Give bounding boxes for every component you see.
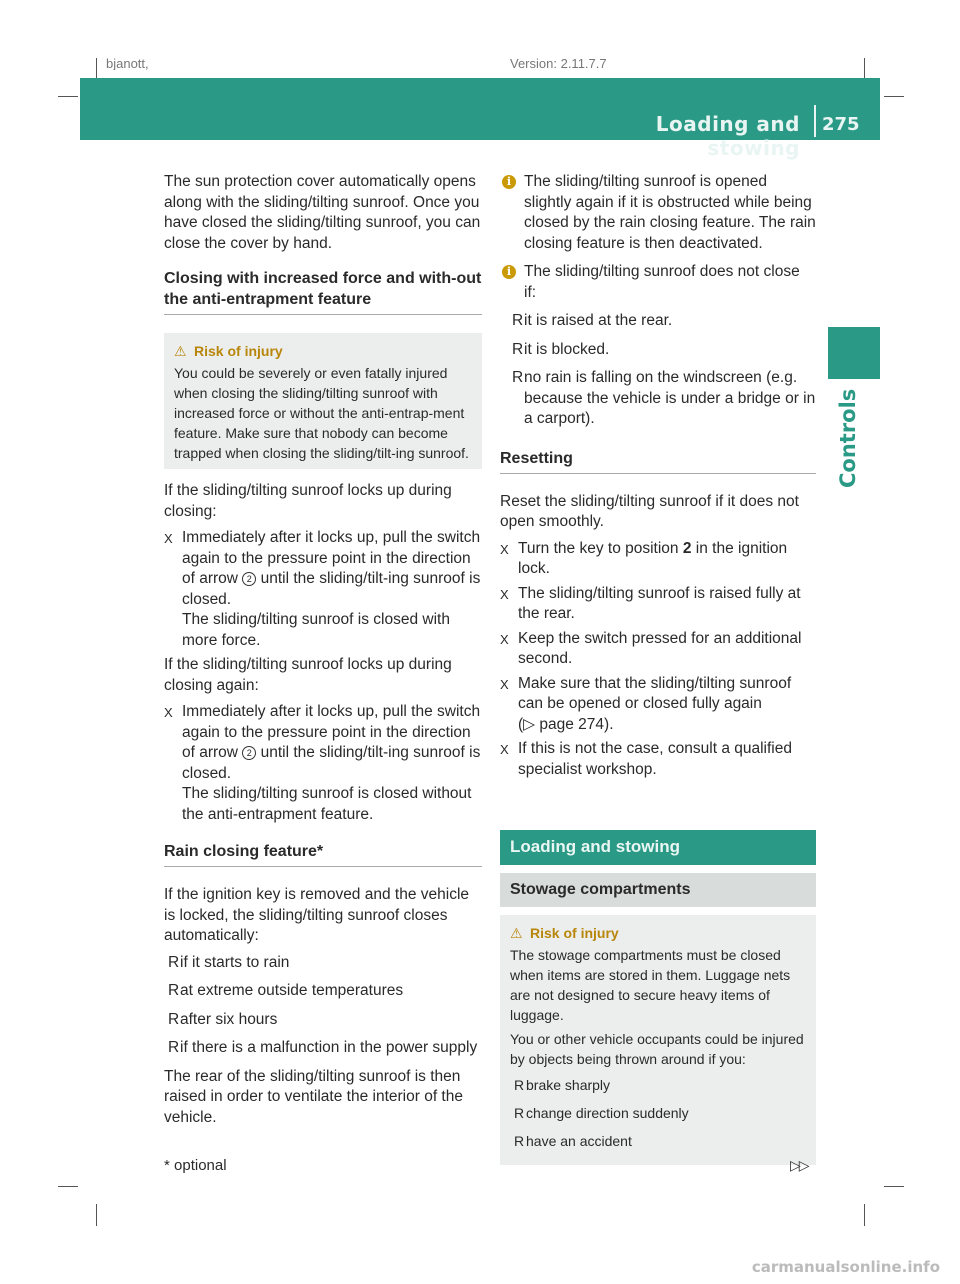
header-title: Loading and stowing bbox=[655, 112, 800, 160]
instruction-step bbox=[164, 528, 482, 651]
print-slug-left: bjanott, bbox=[106, 58, 149, 70]
list-item bbox=[508, 311, 816, 332]
right-column bbox=[500, 172, 816, 1177]
step-text: Immediately after it locks up, pull the switch again to the pressure point in the direction of arrow bbox=[182, 703, 481, 761]
step-text: Keep the switch pressed for an additional second. bbox=[518, 629, 802, 667]
list-item-text: it is raised at the rear. bbox=[524, 312, 673, 329]
heading-increased-force: Closing with increased force and with-out the anti-entrapment feature bbox=[164, 268, 482, 315]
instruction-step bbox=[500, 629, 816, 670]
paragraph: If the sliding/tilting sunroof locks up during closing again: bbox=[164, 656, 452, 694]
paragraph: If the sliding/tilting sunroof locks up during closing: bbox=[164, 482, 452, 520]
position-number: 2 bbox=[682, 539, 692, 557]
info-text: The sliding/tilting sunroof is opened slightly again if it is obstructed while being closed by the rain closing feature. The rain closing feature is then deactivated. bbox=[524, 173, 816, 252]
bullet-icon: R bbox=[512, 312, 524, 329]
bullet-icon: R bbox=[168, 953, 180, 971]
list-item-text: brake sharply bbox=[526, 1077, 611, 1093]
step-icon: X bbox=[164, 531, 173, 546]
paragraph: The rear of the sliding/tilting sunroof is then raised in order to ventilate the interior of the vehicle. bbox=[164, 1067, 463, 1126]
info-list bbox=[500, 311, 816, 430]
list-item-text: after six hours bbox=[180, 1010, 278, 1028]
warning-title-text: Risk of injury bbox=[530, 925, 619, 941]
instruction-step bbox=[500, 584, 816, 625]
arrow-number-icon: 2 bbox=[242, 746, 256, 760]
warning-title bbox=[174, 341, 474, 361]
list-item-text: if there is a malfunction in the power supply bbox=[180, 1039, 478, 1056]
step-text: Turn the key to position bbox=[518, 539, 679, 557]
instruction-step bbox=[164, 702, 482, 825]
list-item bbox=[164, 981, 482, 1002]
warning-text: The stowage compartments must be closed when items are stored in them. Luggage nets are not designed to secure heavy items of luggage. bbox=[510, 947, 791, 1023]
heading-rain-closing: Rain closing feature* bbox=[164, 841, 482, 867]
step-icon: X bbox=[500, 742, 509, 757]
paragraph: Reset the sliding/tilting sunroof if it does not open smoothly. bbox=[500, 492, 799, 530]
instruction-step bbox=[500, 539, 816, 580]
list-item bbox=[510, 1075, 808, 1095]
info-icon: i bbox=[502, 265, 516, 279]
info-text: The sliding/tilting sunroof does not close if: bbox=[524, 263, 800, 301]
crop-mark bbox=[864, 1204, 865, 1226]
warning-text: You could be severely or even fatally injured when closing the sliding/tilting sunroof with increased force or without the anti-entrap-ment feature. Make sure that nobody can become trapped when closing the sliding/tilt-ing sunroof. bbox=[174, 365, 469, 461]
crop-mark bbox=[58, 1186, 78, 1187]
heading-resetting: Resetting bbox=[500, 448, 816, 474]
section-heading-loading-and-stowing: Loading and stowing bbox=[500, 830, 816, 865]
subsection-heading-stowage: Stowage compartments bbox=[500, 873, 816, 908]
watermark: carmanualsonline.info bbox=[751, 1258, 940, 1276]
step-text: in the ignition lock. bbox=[518, 539, 788, 577]
step-text: If this is not the case, consult a qualified specialist workshop. bbox=[518, 740, 792, 778]
bullet-icon: R bbox=[514, 1133, 525, 1149]
bullet-icon: R bbox=[168, 1039, 180, 1056]
crop-mark bbox=[884, 96, 904, 97]
list-item-text: change direction suddenly bbox=[526, 1105, 689, 1121]
warning-triangle-icon: ⚠ bbox=[174, 343, 187, 359]
bullet-icon: R bbox=[168, 1010, 180, 1028]
list-item bbox=[508, 368, 816, 430]
crop-mark bbox=[58, 96, 78, 97]
list-item bbox=[510, 1103, 808, 1123]
warning-triangle-icon: ⚠ bbox=[510, 925, 523, 941]
instruction-step bbox=[500, 739, 816, 780]
list-item-text: have an accident bbox=[526, 1133, 632, 1149]
list-item bbox=[164, 953, 482, 974]
step-text: The sliding/tilting sunroof is raised fully at the rear. bbox=[518, 584, 801, 622]
list-item-text: if it starts to rain bbox=[180, 953, 290, 971]
info-icon: i bbox=[502, 175, 516, 189]
warning-box bbox=[164, 333, 482, 469]
bullet-icon: R bbox=[514, 1105, 525, 1121]
list-item-text: it is blocked. bbox=[524, 340, 610, 358]
bullet-icon: R bbox=[512, 369, 524, 386]
arrow-number-icon: 2 bbox=[242, 572, 256, 586]
step-text: until the sliding/tilt-ing sunroof is closed. bbox=[182, 570, 481, 608]
side-tab-label: Controls bbox=[836, 388, 860, 488]
header-divider bbox=[814, 105, 816, 137]
instruction-step bbox=[500, 674, 816, 736]
intro-paragraph: The sun protection cover automatically opens along with the sliding/tilting sunroof. Once you have closed the sliding/tilting sunroof, you can close the cover by hand. bbox=[164, 173, 481, 252]
bullet-icon: R bbox=[514, 1077, 525, 1093]
step-icon: X bbox=[500, 676, 509, 692]
side-tab-marker bbox=[828, 327, 880, 379]
step-icon: X bbox=[500, 541, 509, 557]
list-item bbox=[508, 340, 816, 361]
warning-title-text: Risk of injury bbox=[194, 343, 283, 359]
crop-mark bbox=[96, 58, 97, 80]
list-item bbox=[164, 1010, 482, 1031]
warning-text: You or other vehicle occupants could be injured by objects being thrown around if you: bbox=[510, 1031, 804, 1067]
crop-mark bbox=[96, 1204, 97, 1226]
page-reference: (▷ page 274). bbox=[518, 715, 614, 733]
print-slug-right: Version: 2.11.7.7 bbox=[510, 58, 607, 70]
list-item-text: at extreme outside temperatures bbox=[180, 982, 404, 999]
bullet-icon: R bbox=[168, 982, 180, 999]
list-item-text: no rain is falling on the windscreen (e.g. because the vehicle is under a bridge or in a carport). bbox=[524, 369, 816, 427]
list-item bbox=[164, 1038, 482, 1059]
step-icon: X bbox=[164, 705, 173, 720]
list-item bbox=[510, 1131, 808, 1151]
left-column bbox=[164, 172, 482, 1134]
step-icon: X bbox=[500, 586, 509, 602]
warning-title bbox=[510, 923, 808, 943]
warning-box bbox=[500, 915, 816, 1165]
bullet-icon: R bbox=[512, 340, 524, 358]
info-note bbox=[500, 262, 816, 303]
continue-arrows-icon: ▷▷ bbox=[790, 1157, 808, 1173]
step-text: until the sliding/tilt-ing sunroof is closed. bbox=[182, 744, 481, 782]
info-note bbox=[500, 172, 816, 254]
paragraph: If the ignition key is removed and the vehicle is locked, the sliding/tilting sunroof closes automatically: bbox=[164, 886, 470, 944]
crop-mark bbox=[864, 58, 865, 80]
page-number: 275 bbox=[822, 114, 860, 135]
step-result: The sliding/tilting sunroof is closed without the anti-entrapment feature. bbox=[182, 785, 472, 823]
crop-mark bbox=[884, 1186, 904, 1187]
step-result: The sliding/tilting sunroof is closed with more force. bbox=[182, 611, 450, 649]
step-text: Immediately after it locks up, pull the switch again to the pressure point in the direction of arrow bbox=[182, 529, 481, 587]
step-icon: X bbox=[500, 631, 509, 647]
footnote-optional: * optional bbox=[164, 1157, 227, 1174]
step-text: Make sure that the sliding/tilting sunroof can be opened or closed fully again bbox=[518, 674, 792, 712]
